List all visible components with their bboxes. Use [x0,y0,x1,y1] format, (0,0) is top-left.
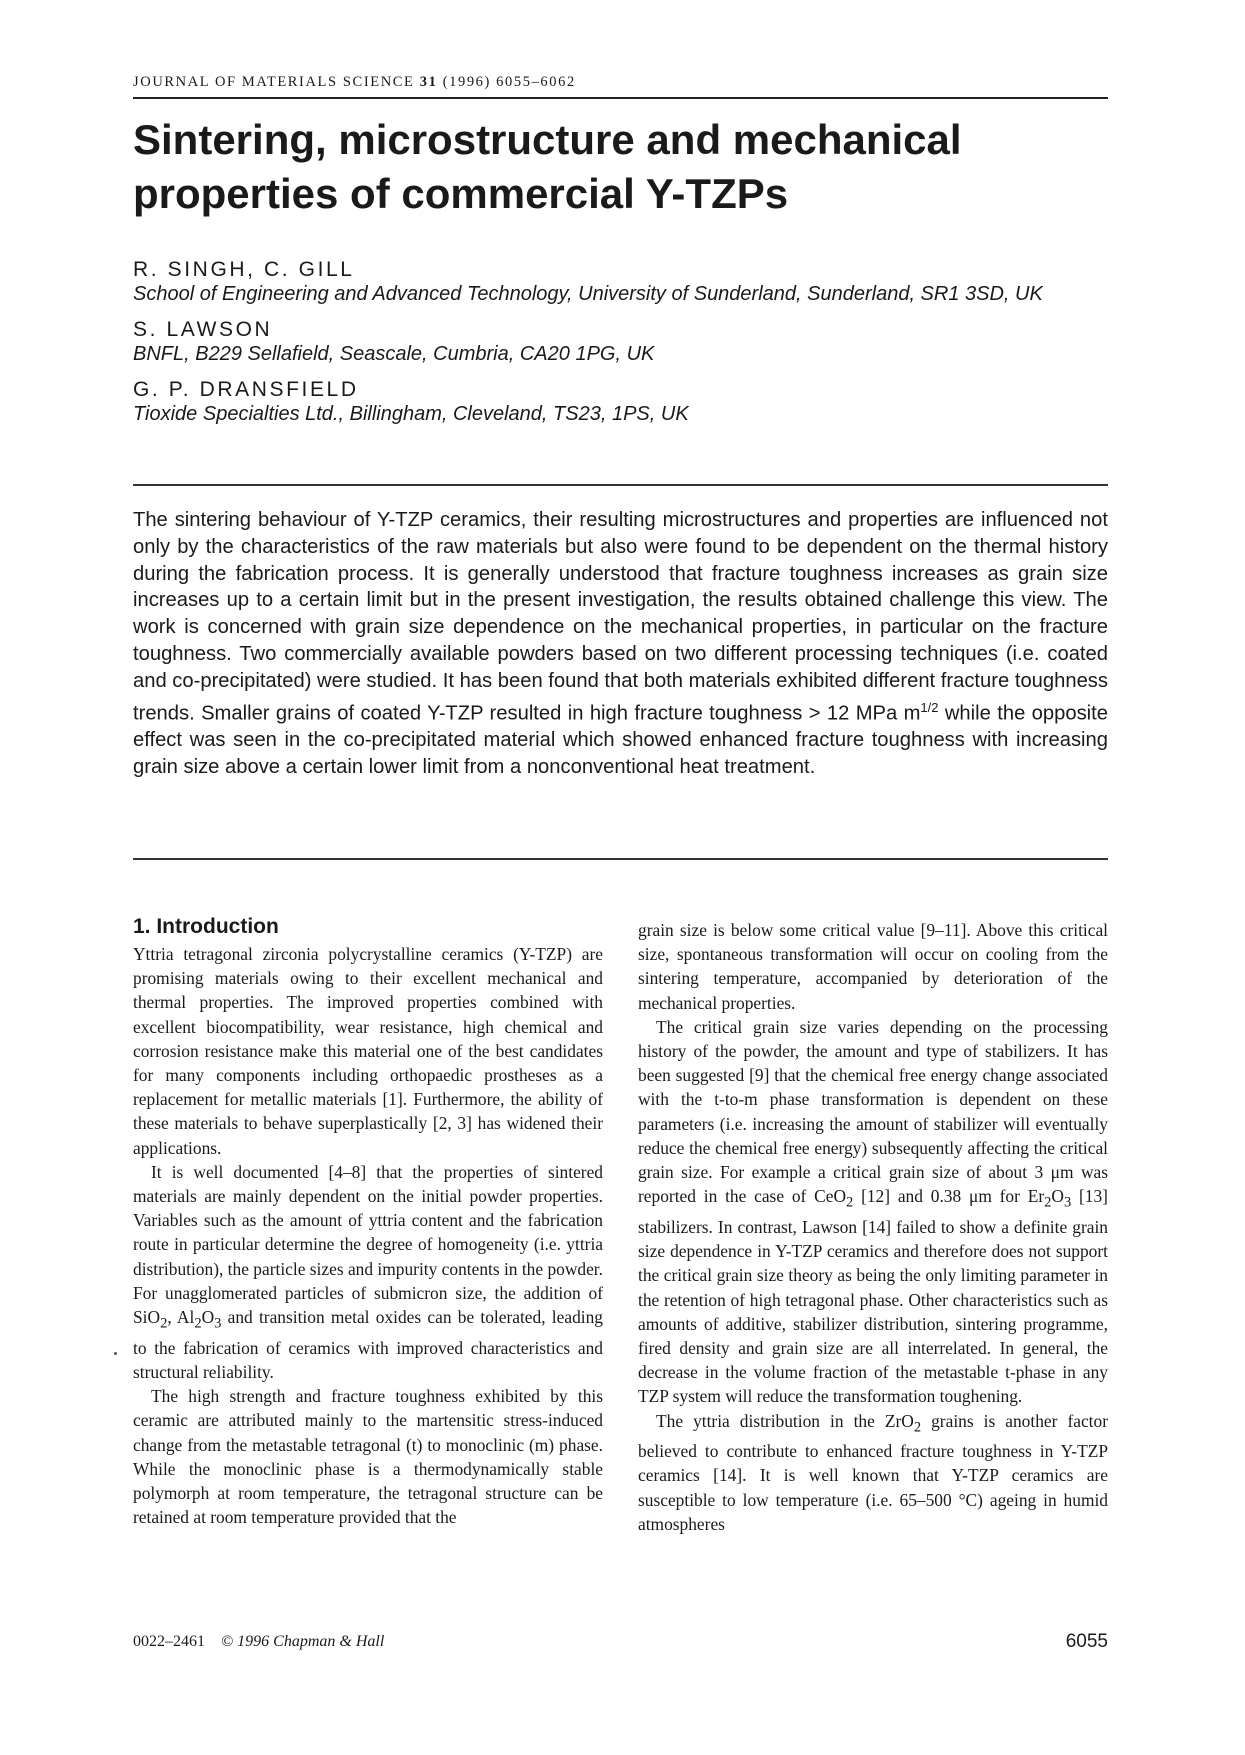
page-number: 6055 [1065,1631,1108,1652]
section-heading: 1. Introduction [133,915,279,938]
author-names-2: S. LAWSON [133,318,273,341]
author-names-1: R. SINGH, C. GILL [133,258,355,281]
author-block [133,256,1108,436]
paper-title [133,113,1108,221]
paragraph: The high strength and fracture toughness exhibited by this ceramic are attributed mainly to the martensitic stress-induced change from the metastable tetragonal (t) to monoclinic (m) phase. While the monoclinic phase is a thermodynamically stable polymorph at room temperature, the tetragonal structure can be retained at room temperature provided that the [133,1386,603,1528]
abstract-text-1: The sintering behaviour of Y-TZP ceramics, their resulting microstructures and properties are influenced not only by the characteristics of the raw materials but also were found to be dependent on the thermal history during the fabrication process. It is generally understood that fracture toughness increases as grain size increases up to a certain limit but in the present investigation, the results obtained challenge this view. The work is concerned with grain size dependence on the mechanical properties, in particular on the fracture toughness. Two commercially available powders based on two different processing techniques (i.e. coated and co-precipitated) were studied. It has been found that both materials exhibited different fracture toughness trends. Smaller grains of coated Y-TZP resulted in high fracture toughness > 12 MPa m [133,509,1108,725]
abstract-bottom-rule [133,858,1108,860]
paragraph: The yttria distribution in the ZrO$_2$ grains is another factor believed to contribute to enhanced fracture toughness in Y-TZP ceramics [14]. It is well known that Y-TZP ceramics are susceptible to low temperature (i.e. 65–500 °C) ageing in humid atmospheres [638,1410,1108,1534]
journal-name: JOURNAL OF MATERIALS SCIENCE [133,74,415,90]
paragraph: Yttria tetragonal zirconia polycrystalline ceramics (Y-TZP) are promising materials owing to their excellent mechanical and thermal properties. The improved properties combined with excellent biocompatibility, wear resistance, high chemical and corrosion resistance make this material one of the best candidates for many components including orthopaedic prostheses as a replacement for metallic materials [1]. Furthermore, the ability of these materials to behave superplastically [2, 3] has widened their applications. [133,944,603,1158]
title-line-2: properties of commercial Y-TZPs [133,170,789,217]
paragraph: grain size is below some critical value [9–11]. Above this critical size, spontaneous transformation will occur on cooling from the sintering temperature, accompanied by deterioration of the mechanical properties. [638,920,1108,1013]
affiliation-1: School of Engineering and Advanced Technology, University of Sunderland, Sunderland, SR1 3SD, UK [133,283,1043,305]
paragraph: The critical grain size varies depending on the processing history of the powder, the amount and type of stabilizers. It has been suggested [9] that the chemical free energy change associated with the t-to-m phase transformation is dependent on these parameters (i.e. increasing the amount of stabilizer will eventually reduce the chemical free energy) subsequently affecting the critical grain size. For example a critical grain size of about 3 μm was reported in the case of CeO$_2$ [12] and 0.38 μm for $Er_2O_3$ [13] stabilizers. In contrast, Lawson [14] failed to show a definite grain size dependence in Y-TZP ceramics and therefore does not support the critical grain size theory as being the only limiting parameter in the retention of high tetragonal phase. Other characteristics such as amounts of additive, stabilizer distribution, sintering programme, fired density and grain size are all interrelated. In general, the decrease in the volume fraction of the metastable t-phase in any TZP system will reduce the transformation toughening. [638,1016,1108,1407]
abstract-superscript: 1/2 [920,699,939,715]
affiliation-2: BNFL, B229 Sellafield, Seascale, Cumbria, CA20 1PG, UK [133,343,655,365]
body-column-left [133,914,603,1529]
journal-year-pages: (1996) 6055–6062 [442,74,576,90]
running-head [133,74,1108,99]
abstract-top-rule [133,484,1108,486]
copyright: © 1996 Chapman & Hall [221,1633,385,1650]
author-names-3: G. P. DRANSFIELD [133,378,359,401]
footer-citation [133,1633,384,1651]
abstract-text-2: while the opposite effect was seen in the co-precipitated material which showed enhanced fracture toughness with increasing grain size above a certain lower limit from a nonconventional heat treatment. [133,702,1108,778]
paragraph: It is well documented [4–8] that the properties of sintered materials are mainly dependent on the initial powder properties. Variables such as the amount of yttria content and the fabrication route in particular determine the degree of homogeneity (i.e. yttria distribution), the particle sizes and impurity contents in the powder. For unagglomerated particles of submicron size, the addition of SiO$_2$, $Al_2O_3$ and transition metal oxides can be tolerated, leading to the fabrication of ceramics with improved characteristics and structural reliability. [133,1161,603,1382]
journal-volume: 31 [419,74,438,90]
abstract [133,507,1108,781]
title-line-1: Sintering, microstructure and mechanical [133,116,962,163]
body-column-right [638,918,1108,1536]
margin-mark [114,1352,117,1355]
issn: 0022–2461 [133,1633,205,1650]
affiliation-3: Tioxide Specialties Ltd., Billingham, Cleveland, TS23, 1PS, UK [133,403,689,425]
